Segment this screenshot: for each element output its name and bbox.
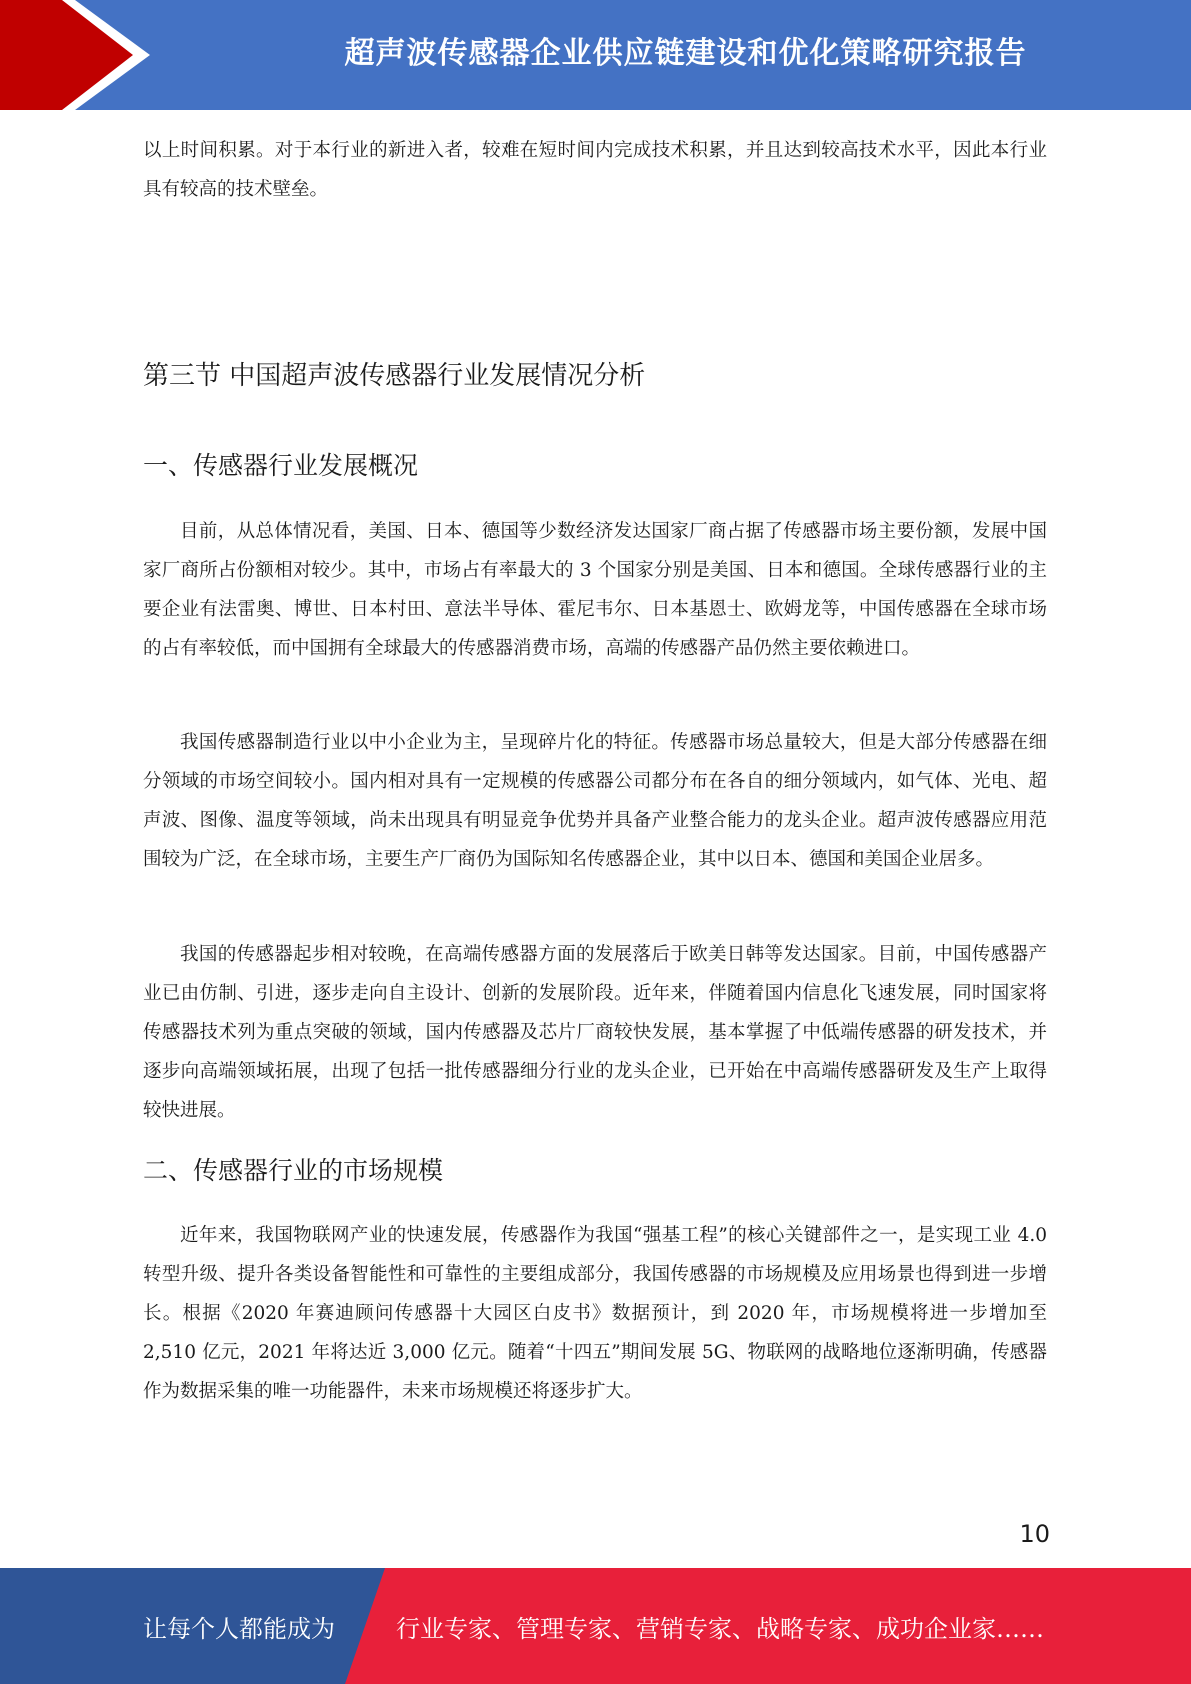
footer-slogan-right: 行业专家、管理专家、营销专家、战略专家、成功企业家……	[396, 1614, 1044, 1643]
paragraph-2: 我国传感器制造行业以中小企业为主，呈现碎片化的特征。传感器市场总量较大，但是大部分传感器在细分领域的市场空间较小。国内相对具有一定规模的传感器公司都分布在各自的细分领域内，如气体、光电、超声波、图像、温度等领域，尚未出现具有明显竞争优势并具备产业整合能力的龙头企业。超声波传感器应用范围较为广泛，在全球市场，主要生产厂商仍为国际知名传感器企业，其中以日本、德国和美国企业居多。	[143, 732, 1047, 870]
section-title: 第三节 中国超声波传感器行业发展情况分析	[143, 361, 646, 391]
header-title: 超声波传感器企业供应链建设和优化策略研究报告	[344, 36, 1027, 71]
page-footer	[0, 1568, 1191, 1684]
page-header	[0, 0, 1191, 110]
subsection-1-body-2	[143, 723, 1047, 879]
footer-slogan-left: 让每个人都能成为	[143, 1614, 335, 1643]
paragraph-3: 我国的传感器起步相对较晚，在高端传感器方面的发展落后于欧美日韩等发达国家。目前，中国传感器产业已由仿制、引进，逐步走向自主设计、创新的发展阶段。近年来，伴随着国内信息化飞速发展，同时国家将传感器技术列为重点突破的领域，国内传感器及芯片厂商较快发展，基本掌握了中低端传感器的研发技术，并逐步向高端领域拓展，出现了包括一批传感器细分行业的龙头企业，已开始在中高端传感器研发及生产上取得较快进展。	[143, 944, 1047, 1121]
intro-paragraph: 以上时间积累。对于本行业的新进入者，较难在短时间内完成技术积累，并且达到较高技术水平，因此本行业具有较高的技术壁垒。	[143, 140, 1047, 200]
intro-block	[143, 131, 1047, 209]
subsection-1-body	[143, 512, 1047, 668]
subsection-title-1: 一、传感器行业发展概况	[143, 451, 419, 480]
paragraph-4: 近年来，我国物联网产业的快速发展，传感器作为我国“强基工程”的核心关键部件之一，是实现工业 4.0 转型升级、提升各类设备智能性和可靠性的主要组成部分，我国传感器的市场规模及应用场景也得到进一步增长。根据《2020 年赛迪顾问传感器十大园区白皮书》数据预计，到 2020 年，市场规模将进一步增加至 2,510 亿元，2021 年将达近 3,000 亿元。随着“十四五”期间发展 5G、物联网的战略地位逐渐明确，传感器作为数据采集的唯一功能器件，未来市场规模还将逐步扩大。	[143, 1225, 1047, 1402]
subsection-2-body	[143, 1216, 1047, 1411]
paragraph-1: 目前，从总体情况看，美国、日本、德国等少数经济发达国家厂商占据了传感器市场主要份额，发展中国家厂商所占份额相对较少。其中，市场占有率最大的 3 个国家分别是美国、日本和德国。全球传感器行业的主要企业有法雷奥、博世、日本村田、意法半导体、霍尼韦尔、日本基恩士、欧姆龙等，中国传感器在全球市场的占有率较低，而中国拥有全球最大的传感器消费市场，高端的传感器产品仍然主要依赖进口。	[143, 521, 1047, 659]
page-number: 10	[1019, 1520, 1050, 1548]
subsection-title-2: 二、传感器行业的市场规模	[143, 1156, 444, 1185]
subsection-1-body-3	[143, 935, 1047, 1130]
